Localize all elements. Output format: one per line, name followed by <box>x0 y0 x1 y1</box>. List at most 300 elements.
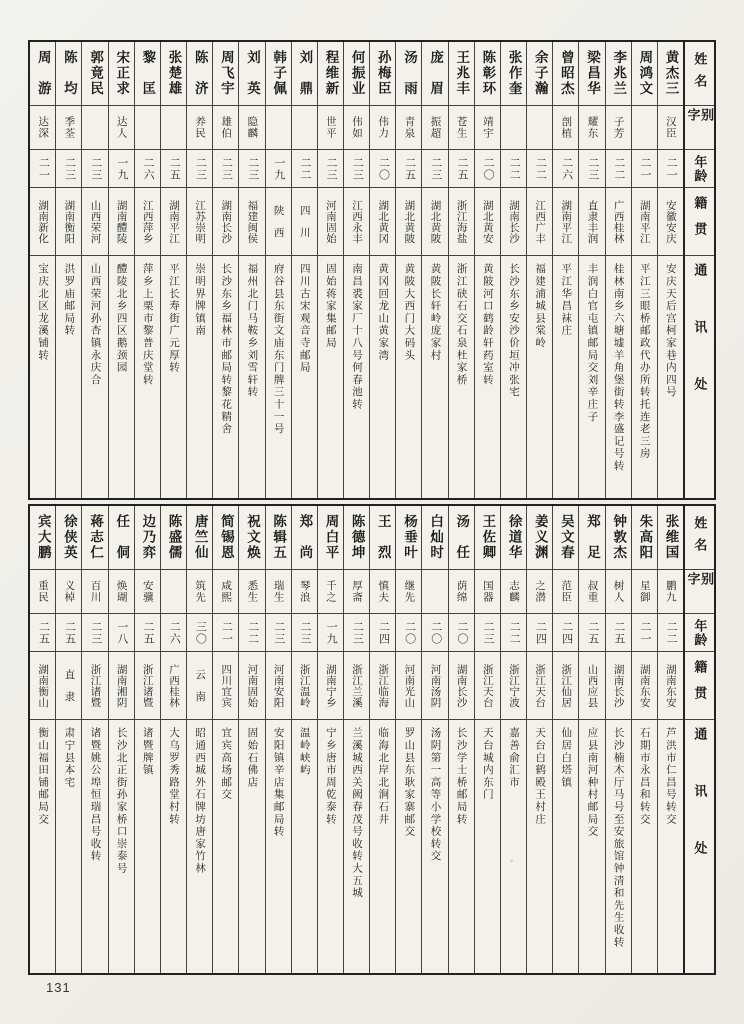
native-cell <box>56 188 81 256</box>
name-text: 周鸿文 <box>637 50 653 97</box>
person-column <box>343 42 369 498</box>
address-cell <box>318 720 343 973</box>
alias-text: 子芳 <box>612 116 625 139</box>
address-cell <box>527 256 552 498</box>
name-text: 杨垂叶 <box>401 514 417 561</box>
name-text: 祝文焕 <box>245 514 260 561</box>
age-text: 二三 <box>351 620 364 645</box>
name-cell <box>658 506 683 570</box>
address-text: 黄陂大西门大码头 <box>403 263 416 362</box>
native-text: 河南固始 <box>246 663 259 708</box>
name-cell <box>187 506 212 570</box>
name-cell <box>396 506 421 570</box>
person-column <box>265 506 291 973</box>
alias-text: 悉生 <box>246 580 259 603</box>
name-cell <box>344 42 369 106</box>
age-cell <box>109 150 134 188</box>
age-cell <box>292 614 317 652</box>
address-cell <box>449 720 474 973</box>
address-text: 长沙学士桥邮局转 <box>455 727 468 826</box>
name-cell <box>56 506 81 570</box>
scan-speck <box>562 210 565 213</box>
address-cell <box>82 720 107 973</box>
alias-cell <box>501 106 526 150</box>
person-column <box>238 506 264 973</box>
age-text: 二五 <box>455 156 468 181</box>
native-cell <box>344 188 369 256</box>
name-cell <box>292 506 317 570</box>
address-cell <box>161 720 186 973</box>
native-cell <box>553 652 578 720</box>
native-text: 山西荣河 <box>89 199 102 244</box>
name-cell <box>30 506 55 570</box>
age-text: 二五 <box>586 620 599 645</box>
name-cell <box>30 42 55 106</box>
name-text: 徐侠英 <box>61 514 77 561</box>
native-cell <box>56 652 81 720</box>
alias-cell <box>318 570 343 614</box>
native-cell <box>292 188 317 256</box>
native-cell <box>135 188 160 256</box>
native-cell <box>527 188 552 256</box>
alias-cell <box>30 106 55 150</box>
column-header-native <box>685 188 714 256</box>
alias-cell <box>422 106 447 150</box>
native-cell <box>239 188 264 256</box>
name-cell <box>266 506 291 570</box>
name-cell <box>475 42 500 106</box>
alias-cell <box>527 570 552 614</box>
native-cell <box>579 188 604 256</box>
address-text: 黄冈回龙山黄家湾 <box>377 263 390 362</box>
name-cell <box>553 506 578 570</box>
native-text: 湖南醴陵 <box>115 199 128 244</box>
native-cell <box>370 652 395 720</box>
address-cell <box>606 256 631 498</box>
address-cell <box>422 720 447 973</box>
native-cell <box>527 652 552 720</box>
age-text: 二一 <box>37 156 50 181</box>
alias-text: 继先 <box>403 580 416 603</box>
address-cell <box>553 256 578 498</box>
alias-cell <box>475 106 500 150</box>
name-cell <box>501 42 526 106</box>
column-header-address <box>685 256 714 498</box>
age-text: 二二 <box>299 156 311 181</box>
header-label-address: 通讯处 <box>692 263 708 434</box>
native-cell <box>109 652 134 720</box>
age-text: 二四 <box>560 620 573 645</box>
alias-cell <box>266 570 291 614</box>
address-text: 兰溪城西关阙春茂号收转大五城 <box>351 727 364 900</box>
address-text: 温岭峡屿 <box>298 727 311 777</box>
native-text: 湖南东安 <box>638 663 651 708</box>
native-cell <box>318 652 343 720</box>
alias-cell <box>318 106 343 150</box>
age-cell <box>632 150 657 188</box>
native-cell <box>109 188 134 256</box>
alias-cell <box>396 106 421 150</box>
person-column <box>186 42 212 498</box>
age-text: 一九 <box>272 156 285 181</box>
name-cell <box>292 42 317 106</box>
age-cell <box>370 614 395 652</box>
age-text: 二三 <box>194 156 207 181</box>
name-text: 周 游 <box>35 50 51 97</box>
alias-text: 荫绵 <box>455 580 468 603</box>
alias-text: 咸熙 <box>220 580 233 603</box>
age-cell <box>553 150 578 188</box>
alias-cell <box>82 570 107 614</box>
header-label-native: 籍贯 <box>692 195 708 248</box>
native-cell <box>658 652 683 720</box>
name-cell <box>632 506 657 570</box>
name-cell <box>161 506 186 570</box>
address-cell <box>475 256 500 498</box>
native-cell <box>187 188 212 256</box>
address-cell <box>82 256 107 498</box>
age-cell <box>553 614 578 652</box>
native-text: 直隶丰润 <box>586 199 599 244</box>
alias-cell <box>475 570 500 614</box>
name-text: 徐道华 <box>506 514 522 561</box>
person-column <box>657 506 683 973</box>
age-cell <box>213 150 238 188</box>
header-column <box>683 506 714 973</box>
alias-text: 雄伯 <box>220 116 233 139</box>
name-cell <box>579 42 604 106</box>
native-cell <box>475 188 500 256</box>
address-cell <box>239 720 264 973</box>
header-label-name: 姓名 <box>692 515 708 560</box>
native-text: 湖南新化 <box>37 199 50 244</box>
name-cell <box>56 42 81 106</box>
name-cell <box>501 506 526 570</box>
person-column <box>369 506 395 973</box>
address-cell <box>396 256 421 498</box>
address-cell <box>109 720 134 973</box>
age-text: 二三 <box>586 156 599 181</box>
native-text: 直 隶 <box>63 669 76 702</box>
age-cell <box>318 150 343 188</box>
age-text: 二六 <box>168 620 181 645</box>
name-text: 周飞宇 <box>218 50 234 97</box>
name-cell <box>187 42 212 106</box>
person-column <box>265 42 291 498</box>
alias-text: 青泉 <box>403 116 416 139</box>
person-column <box>30 42 55 498</box>
native-cell <box>239 652 264 720</box>
alias-text: 安骥 <box>141 580 154 603</box>
name-cell <box>318 42 343 106</box>
native-cell <box>292 652 317 720</box>
address-text: 罗山县东耿家寨邮交 <box>403 727 416 838</box>
alias-cell <box>632 570 657 614</box>
person-column <box>108 506 134 973</box>
native-cell <box>501 188 526 256</box>
address-text: 山西荣河孙杏镇永庆合 <box>89 263 102 386</box>
age-text: 二四 <box>377 620 390 645</box>
age-text: 二二 <box>612 156 625 181</box>
column-header-age <box>685 150 714 188</box>
alias-text: 范臣 <box>560 580 573 603</box>
person-column <box>631 42 657 498</box>
alias-text: 伟如 <box>351 116 364 139</box>
name-text: 汤 雨 <box>401 50 417 97</box>
age-text: 二〇 <box>377 156 390 181</box>
alias-cell <box>239 106 264 150</box>
name-text: 黎 匡 <box>140 50 156 97</box>
alias-text: 叔重 <box>586 580 599 603</box>
native-text: 云 南 <box>194 669 207 702</box>
address-text: 肃宁县本宅 <box>63 727 76 789</box>
native-text: 湖南平江 <box>167 199 180 244</box>
alias-cell <box>658 106 683 150</box>
age-text: 二三 <box>89 156 102 181</box>
age-cell <box>632 614 657 652</box>
address-text: 天台白鹤殿王村庄 <box>534 727 547 826</box>
name-cell <box>475 506 500 570</box>
name-text: 李兆兰 <box>611 50 627 97</box>
age-cell <box>56 614 81 652</box>
native-cell <box>606 188 631 256</box>
name-text: 刘 鼎 <box>297 50 313 97</box>
name-text: 刘 英 <box>245 50 260 97</box>
age-cell <box>135 150 160 188</box>
name-text: 简锡恩 <box>218 514 234 561</box>
address-cell <box>475 720 500 973</box>
person-column <box>578 42 604 498</box>
name-text: 周白平 <box>323 514 339 561</box>
name-cell <box>370 42 395 106</box>
alias-cell <box>213 106 238 150</box>
name-text: 宋正求 <box>114 50 130 97</box>
age-cell <box>501 614 526 652</box>
alias-cell <box>292 570 317 614</box>
alias-cell <box>344 570 369 614</box>
address-text: 昭通西城外石牌坊唐家竹林 <box>194 727 207 875</box>
name-text: 何振业 <box>349 50 365 97</box>
age-text: 一九 <box>115 156 128 181</box>
alias-text: 星御 <box>638 580 651 603</box>
column-header-name <box>685 42 714 106</box>
alias-text: 国器 <box>481 580 494 603</box>
alias-text: 厚斋 <box>351 580 364 603</box>
name-cell <box>239 506 264 570</box>
native-text: 河南安阳 <box>272 663 285 708</box>
age-text: 三〇 <box>194 620 207 645</box>
age-cell <box>239 614 264 652</box>
header-column <box>683 42 714 498</box>
address-cell <box>527 720 552 973</box>
name-cell <box>422 42 447 106</box>
address-cell <box>213 256 238 498</box>
alias-cell <box>370 570 395 614</box>
native-text: 湖南宁乡 <box>324 663 337 708</box>
age-text: 二五 <box>37 620 50 645</box>
native-text: 浙江温岭 <box>298 663 311 708</box>
address-text: 浙江硖石交石泉杜家桥 <box>455 263 468 386</box>
native-text: 湖南长沙 <box>455 663 468 708</box>
person-column <box>500 506 526 973</box>
native-text: 浙江天台 <box>534 663 547 708</box>
native-cell <box>501 652 526 720</box>
name-text: 陈 济 <box>192 50 208 97</box>
address-cell <box>161 256 186 498</box>
native-cell <box>266 188 291 256</box>
native-text: 浙江诸暨 <box>141 663 154 708</box>
name-text: 曾昭杰 <box>558 50 574 97</box>
alias-cell <box>109 106 134 150</box>
address-cell <box>135 720 160 973</box>
alias-cell <box>449 106 474 150</box>
age-text: 一八 <box>115 620 128 645</box>
alias-cell <box>553 106 578 150</box>
alias-cell <box>56 106 81 150</box>
address-text: 固始蒋家集邮局 <box>324 263 337 350</box>
age-cell <box>422 150 447 188</box>
age-cell <box>266 614 291 652</box>
native-cell <box>475 652 500 720</box>
age-text: 二二 <box>246 620 259 645</box>
address-cell <box>658 256 683 498</box>
age-cell <box>475 150 500 188</box>
alias-text: 义棹 <box>63 580 76 603</box>
column-header-address <box>685 720 714 973</box>
age-text: 二〇 <box>482 156 495 181</box>
address-text: 仙居白塔镇 <box>560 727 573 789</box>
directory-table-top <box>28 40 716 500</box>
native-cell <box>82 188 107 256</box>
person-column <box>552 506 578 973</box>
address-text: 宜宾高场邮交 <box>220 727 233 801</box>
alias-text: 耀东 <box>586 116 599 139</box>
address-cell <box>396 720 421 973</box>
age-cell <box>30 150 55 188</box>
alias-text: 靖宇 <box>481 116 494 139</box>
address-text: 萍乡上栗市黎普庆堂转 <box>141 263 154 386</box>
address-text: 醴陵北乡四区鹅颈园 <box>115 263 128 374</box>
address-text: 诸暨牌镇 <box>141 727 154 777</box>
name-text: 边乃弈 <box>140 514 156 561</box>
age-cell <box>135 614 160 652</box>
address-text: 天台城内东门 <box>481 727 494 801</box>
age-text: 二〇 <box>429 620 442 645</box>
alias-text: 千之 <box>324 580 337 603</box>
name-text: 王佐卿 <box>480 514 496 561</box>
native-cell <box>213 652 238 720</box>
address-cell <box>292 256 317 498</box>
name-text: 钟敦杰 <box>611 514 627 561</box>
native-cell <box>422 188 447 256</box>
native-text: 湖北黄陂 <box>429 199 442 244</box>
address-text: 平江华昌袜庄 <box>560 263 573 337</box>
alias-cell <box>606 106 631 150</box>
address-text: 洪罗庙邮局转 <box>63 263 76 337</box>
header-label-age: 年龄 <box>692 154 708 183</box>
address-text: 福建浦城县棠岭 <box>534 263 547 350</box>
alias-cell <box>501 570 526 614</box>
address-cell <box>501 720 526 973</box>
alias-cell <box>239 570 264 614</box>
address-text: 芦洪市仁昌号转交 <box>664 727 677 826</box>
age-text: 二一 <box>220 620 233 645</box>
native-cell <box>370 188 395 256</box>
alias-text: 隐麟 <box>246 116 259 139</box>
address-text: 黄陂河口鹤龄轩药室转 <box>481 263 494 386</box>
age-text: 二三 <box>272 620 285 645</box>
age-text: 二六 <box>142 156 155 181</box>
age-text: 二一 <box>665 156 678 181</box>
person-column <box>526 506 552 973</box>
alias-text: 世平 <box>324 116 337 139</box>
alias-text: 筑先 <box>194 580 207 603</box>
address-cell <box>318 256 343 498</box>
alias-cell <box>161 106 186 150</box>
person-column <box>526 42 552 498</box>
native-cell <box>161 188 186 256</box>
native-text: 湖南长沙 <box>612 663 625 708</box>
age-cell <box>292 150 317 188</box>
native-text: 江西永丰 <box>351 199 364 244</box>
alias-text: 苍生 <box>455 116 468 139</box>
address-text: 长沙东乡福林市邮局转黎花精舍 <box>220 263 233 436</box>
name-text: 张楚雄 <box>166 50 182 97</box>
name-cell <box>370 506 395 570</box>
name-cell <box>606 506 631 570</box>
person-column <box>552 42 578 498</box>
age-text: 二二 <box>508 156 521 181</box>
address-cell <box>292 720 317 973</box>
person-column <box>395 42 421 498</box>
name-text: 汤 任 <box>454 514 470 561</box>
alias-cell <box>292 106 317 150</box>
age-text: 一九 <box>325 620 338 645</box>
name-text: 任 侗 <box>114 514 130 561</box>
address-cell <box>56 256 81 498</box>
column-header-age <box>685 614 714 652</box>
address-cell <box>658 720 683 973</box>
name-cell <box>527 42 552 106</box>
address-text: 嘉善俞汇市 <box>507 727 520 789</box>
age-text: 二四 <box>534 620 547 645</box>
person-column <box>369 42 395 498</box>
name-text: 郭竟民 <box>88 50 104 97</box>
age-text: 二〇 <box>455 620 468 645</box>
person-column <box>500 42 526 498</box>
name-text: 余子瀚 <box>532 50 548 97</box>
native-text: 四川宜宾 <box>220 663 233 708</box>
person-column <box>343 506 369 973</box>
alias-cell <box>632 106 657 150</box>
person-column <box>421 506 447 973</box>
name-text: 张维国 <box>663 514 679 561</box>
native-text: 湖南平江 <box>560 199 573 244</box>
address-cell <box>239 256 264 498</box>
address-cell <box>579 256 604 498</box>
alias-text: 鹏九 <box>664 580 677 603</box>
name-text: 梁昌华 <box>585 50 601 97</box>
alias-cell <box>109 570 134 614</box>
name-cell <box>579 506 604 570</box>
age-cell <box>658 150 683 188</box>
native-text: 河南汤阴 <box>429 663 442 708</box>
age-cell <box>161 150 186 188</box>
age-text: 二六 <box>560 156 573 181</box>
native-cell <box>318 188 343 256</box>
age-cell <box>109 614 134 652</box>
address-cell <box>344 720 369 973</box>
